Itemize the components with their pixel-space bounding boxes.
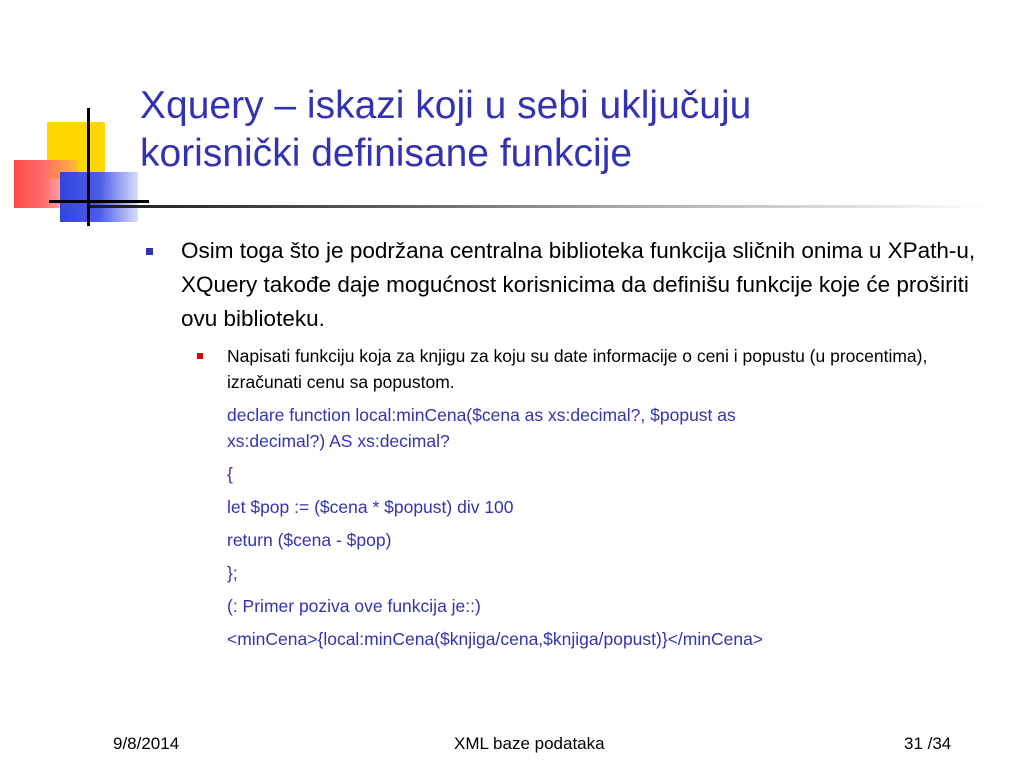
footer-page-number: 31 /34 xyxy=(904,734,952,753)
logo-blue-square xyxy=(60,172,138,222)
code-line-7: (: Primer poziva ove funkcija je::) xyxy=(227,596,481,616)
logo-vertical-line xyxy=(87,108,90,226)
slide-content xyxy=(140,234,1000,652)
slide-title xyxy=(140,82,980,178)
slide-title-line-2: korisnički definisane funkcije xyxy=(140,132,633,175)
footer-date: 9/8/2014 xyxy=(113,734,180,753)
code-line-2: xs:decimal?) AS xs:decimal? xyxy=(227,431,450,451)
footer-title: XML baze podataka xyxy=(454,734,605,753)
square-bullet-icon xyxy=(197,353,203,359)
bullet-main-text: Osim toga što je podržana centralna biblioteka funkcija sličnih onima u XPath-u, XQuery takođe daje mogućnost korisnicima da definišu funkcije koje će proširiti ovu biblioteku. xyxy=(181,238,976,331)
bullet-main xyxy=(140,234,1000,336)
code-line-4: let $pop := ($cena * $popust) div 100 xyxy=(227,497,514,517)
title-divider xyxy=(90,205,990,208)
code-line-6: }; xyxy=(227,563,238,583)
bullet-sub-text: Napisati funkciju koja za knjigu za koju su date informacije o ceni i popustu (u procentima), izračunati cenu sa popustom. xyxy=(227,346,928,392)
slide-logo xyxy=(0,0,160,240)
bullet-sub xyxy=(227,343,987,395)
code-line-1: declare function local:minCena($cena as xs:decimal?, $popust as xyxy=(227,405,736,425)
code-line-3: { xyxy=(227,464,233,484)
code-line-8: <minCena>{local:minCena($knjiga/cena,$knjiga/popust)}</minCena> xyxy=(227,629,764,649)
slide-title-line-1: Xquery – iskazi koji u sebi uključuju xyxy=(140,84,752,127)
code-line-5: return ($cena - $pop) xyxy=(227,530,392,550)
logo-horizontal-line xyxy=(49,200,149,203)
square-bullet-icon xyxy=(146,248,153,255)
